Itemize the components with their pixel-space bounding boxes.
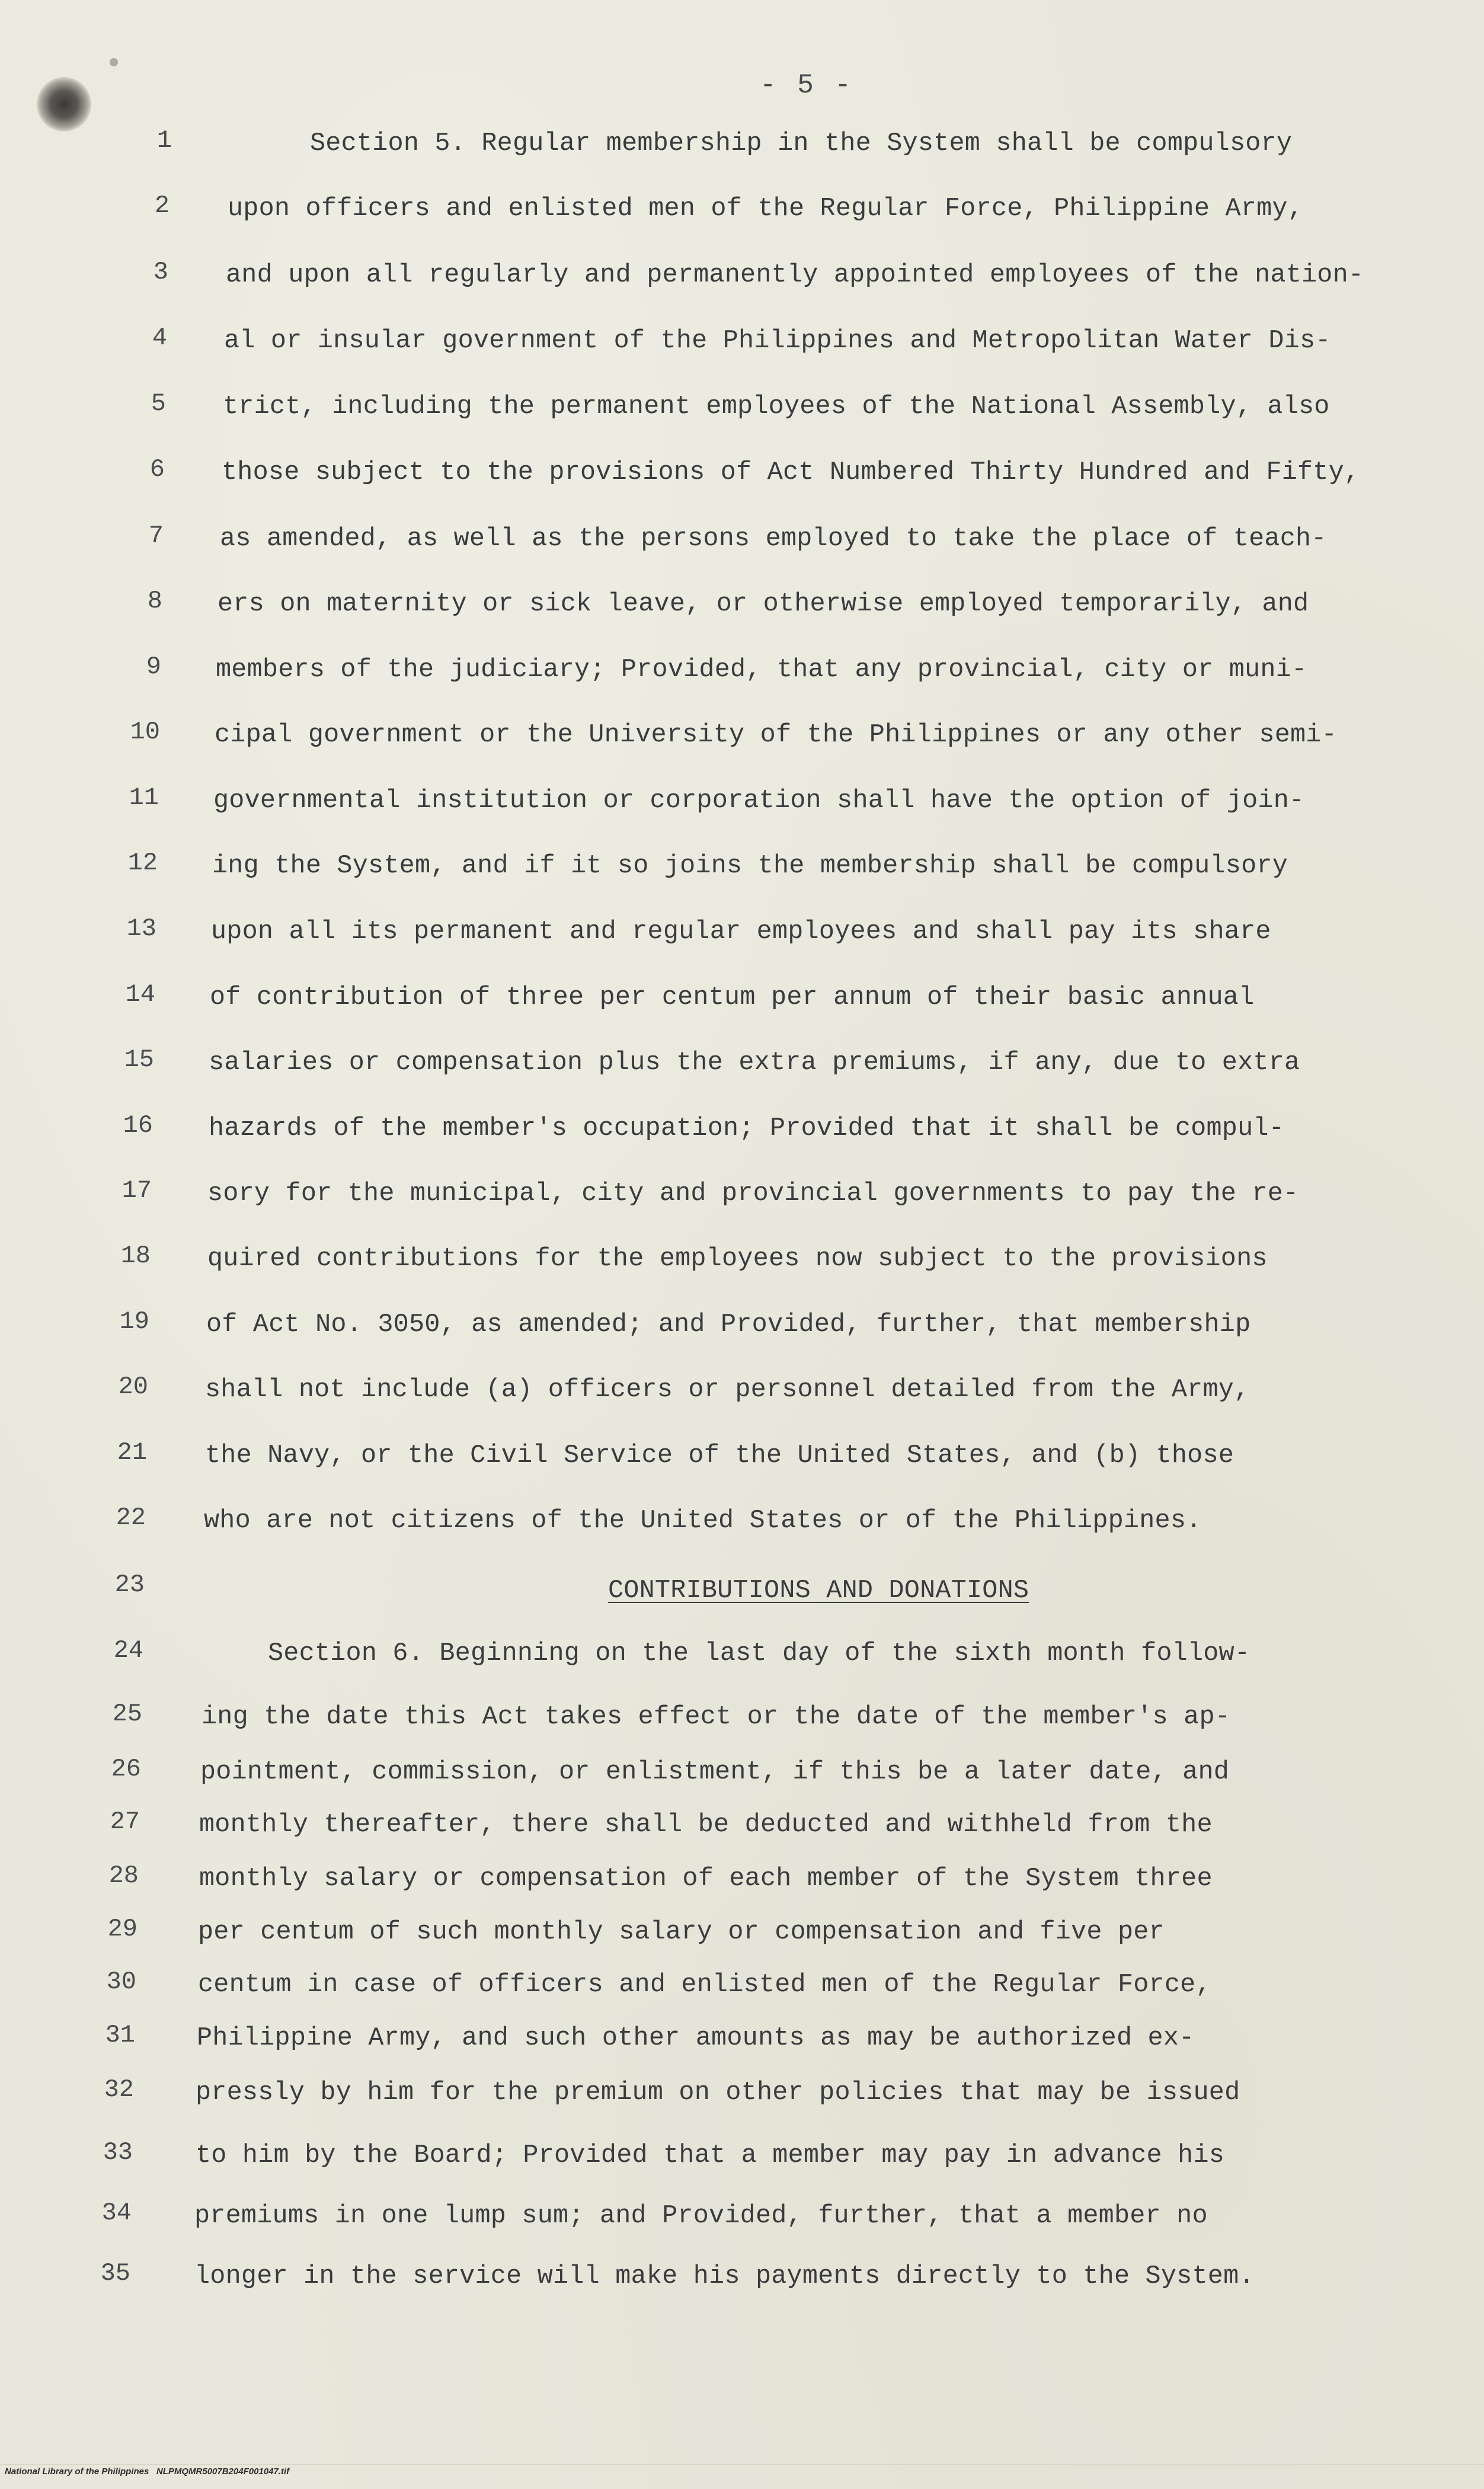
text-line: ing the date this Act takes effect or the date of the member's ap- [202,1703,1231,1732]
line-number: 32 [104,2075,134,2104]
line-number: 26 [111,1755,141,1783]
line-number: 31 [105,2021,135,2049]
line-number: 6 [149,455,165,484]
line-number: 10 [130,718,160,746]
line-number: 8 [147,587,162,615]
text-line: the Navy, or the Civil Service of the United States, and (b) those [205,1441,1234,1470]
text-line: as amended, as well as the persons employed to take the place of teach- [220,524,1327,554]
text-line: centum in case of officers and enlisted men of the Regular Force, [198,1970,1211,1999]
text-line: hazards of the member's occupation; Provided that it shall be compul- [209,1114,1284,1143]
line-number: 27 [110,1807,140,1836]
line-number: 15 [124,1045,154,1074]
text-line: per centum of such monthly salary or compensation and five per [198,1918,1165,1947]
line-number: 17 [121,1176,152,1205]
line-number: 1 [156,126,172,155]
text-line: those subject to the provisions of Act Numbered Thirty Hundred and Fifty, [222,458,1360,487]
text-line: who are not citizens of the United States or of the Philippines. [204,1506,1202,1535]
line-number: 2 [154,191,169,220]
text-line: sory for the municipal, city and provincial governments to pay the re- [207,1179,1299,1208]
text-line: ing the System, and if it so joins the membership shall be compulsory [212,852,1288,881]
scan-footer: National Library of the Philippines NLPMQMR5007B204F001047.tif [5,2466,290,2477]
text-line: Philippine Army, and such other amounts as may be authorized ex- [197,2024,1195,2053]
line-number: 16 [123,1111,153,1140]
text-line: premiums in one lump sum; and Provided, further, that a member no [194,2202,1208,2231]
text-line: cipal government or the University of the Philippines or any other semi- [215,721,1337,750]
line-number: 5 [151,389,166,418]
text-line: monthly thereafter, there shall be deducted and withheld from the [199,1810,1213,1839]
line-number: 23 [114,1570,145,1599]
text-line: ers on maternity or sick leave, or otherwise employed temporarily, and [218,590,1309,619]
line-number: 7 [148,522,164,550]
line-number: 11 [129,783,159,812]
line-number: 28 [108,1861,139,1890]
line-number: 34 [101,2199,132,2227]
line-number: 9 [146,652,161,681]
text-line: quired contributions for the employees now subject to the provisions [207,1244,1268,1274]
text-line: upon officers and enlisted men of the Regular Force, Philippine Army, [228,194,1303,223]
text-line: shall not include (a) officers or personnel detailed from the Army, [205,1375,1250,1405]
text-line: pointment, commission, or enlistment, if this be a later date, and [200,1758,1230,1787]
line-number: 35 [100,2259,130,2288]
line-number: 33 [103,2138,133,2167]
text-line: salaries or compensation plus the extra premiums, if any, due to extra [209,1048,1300,1077]
line-number: 12 [127,849,158,877]
text-line: Section 5. Regular membership in the System shall be compulsory [310,129,1293,158]
line-number: 3 [153,258,168,286]
page-number: - 5 - [760,70,854,101]
line-number: 14 [125,980,155,1009]
text-line: governmental institution or corporation shall have the option of join- [213,786,1305,815]
line-number: 4 [152,324,167,352]
ink-speck [110,58,118,66]
line-number: 24 [113,1636,143,1665]
text-line: upon all its permanent and regular employees and shall pay its share [211,917,1271,946]
text-line: trict, including the permanent employees of the National Assembly, also [223,392,1330,421]
text-line: of contribution of three per centum per annum of their basic annual [210,983,1255,1012]
text-line: of Act No. 3050, as amended; and Provided, further, that membership [206,1310,1251,1339]
line-number: 20 [118,1373,148,1401]
footer-divider [0,2464,1484,2465]
line-number: 19 [119,1307,149,1336]
line-number: 18 [120,1242,151,1270]
text-line: al or insular government of the Philippines and Metropolitan Water Dis- [224,327,1331,356]
line-number: 22 [116,1503,146,1532]
text-line: monthly salary or compensation of each member of the System three [199,1864,1213,1893]
text-line: to him by the Board; Provided that a member may pay in advance his [196,2141,1225,2170]
line-number: 21 [117,1438,147,1467]
line-number: 25 [112,1700,142,1728]
line-number: 30 [106,1967,136,1996]
text-line: and upon all regularly and permanently appointed employees of the nation- [226,261,1364,290]
text-line: longer in the service will make his payments directly to the System. [194,2262,1255,2291]
text-line: pressly by him for the premium on other policies that may be issued [196,2078,1240,2107]
text-line: Section 6. Beginning on the last day of the sixth month follow- [268,1639,1250,1668]
ink-stain [37,77,91,132]
line-number: 13 [126,914,156,943]
line-number: 29 [107,1915,137,1943]
section-heading: CONTRIBUTIONS AND DONATIONS [608,1576,1029,1605]
text-line: members of the judiciary; Provided, that any provincial, city or muni- [216,655,1307,684]
